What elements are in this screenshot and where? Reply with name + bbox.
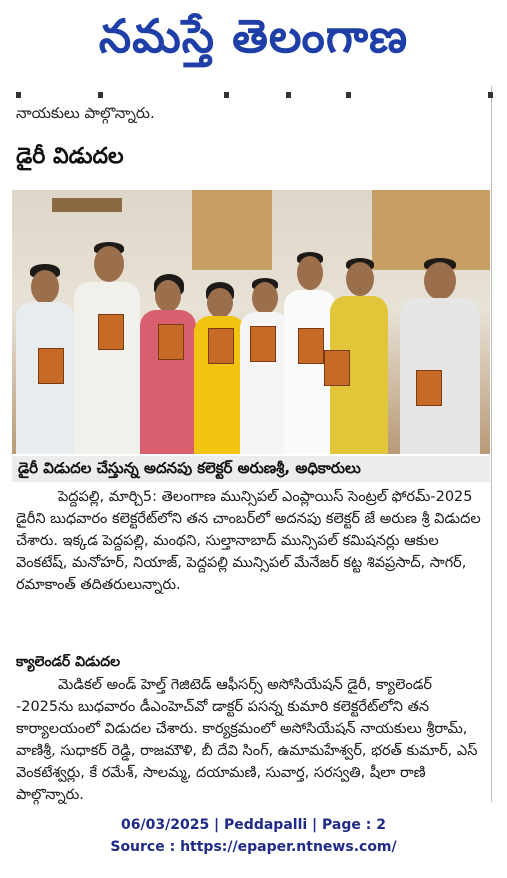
article-paragraph-1: పెద్దపల్లి, మార్చి5: తెలంగాణ మున్సిపల్ ఎంప్లాయిస్ సెంట్రల్ ఫోరమ్-2025 డైరీని బుధవారం కలెక్టరేట్‌లోని తన చాంబర్‌లో అదనపు కలెక్టర్ జే అరుణ శ్రీ విడుదల చేశారు. ఇక్కడ పెద్దపల్లి, మంథని, సుల్తానాబాద్ మున్సిపల్ కమిషనర్లు ఆకుల వెంకటేష్, మనోహర్, నియాజ్, పెద్దపల్లి మున్సిపల్ మేనేజర్ కట్ట శివప్రసాద్, సాగర్, రమాకాంత్ తదితరులున్నారు. bbox=[16, 489, 481, 593]
article-headline: డైరీ విడుదల bbox=[16, 144, 124, 169]
cut-edge-marks bbox=[10, 86, 490, 98]
footer-source-line: Source : https://epaper.ntnews.com/ bbox=[110, 839, 397, 855]
article-subheading: క్యాలెండర్ విడుదల bbox=[16, 654, 121, 670]
footer-date-line: 06/03/2025 | Peddapalli | Page : 2 bbox=[121, 817, 386, 833]
news-clipping bbox=[10, 86, 492, 802]
photo-caption: డైరీ విడుదల చేస్తున్న అదనపు కలెక్టర్ అరుణశ్రీ, అధికారులు bbox=[12, 456, 490, 482]
masthead-title: నమస్తే తెలంగాణ bbox=[98, 9, 409, 63]
news-photo bbox=[12, 190, 490, 454]
newspaper-masthead bbox=[0, 0, 507, 84]
previous-article-fragment: నాయకులు పాల్గొన్నారు. bbox=[16, 104, 155, 122]
article-paragraph-2: మెడికల్ అండ్ హెల్త్ గెజిటెడ్ ఆఫీసర్స్ అసోసియేషన్ డైరీ, క్యాలెండర్ -2025ను బుధవారం డీఎంహెచ్‌వో డాక్టర్ పసన్న కుమారి కలెక్టరేట్‌లోని తన కార్యాలయంలో విడుదల చేశారు. కార్యక్రమంలో అసోసియేషన్ నాయకులు శ్రీరామ్, వాణిశ్రీ, సుధాకర్ రెడ్డి, రాజమౌళి, బీ దేవి సింగ్, ఉమామహేశ్వర్, భరత్ కుమార్, ఎస్ వెంకటేశ్వర్లు, కే రమేశ్, సాలమ్మ, దయామణి, సువార్త, సరస్వతి, షీలా రాణి పాల్గొన్నారు. bbox=[16, 677, 478, 803]
